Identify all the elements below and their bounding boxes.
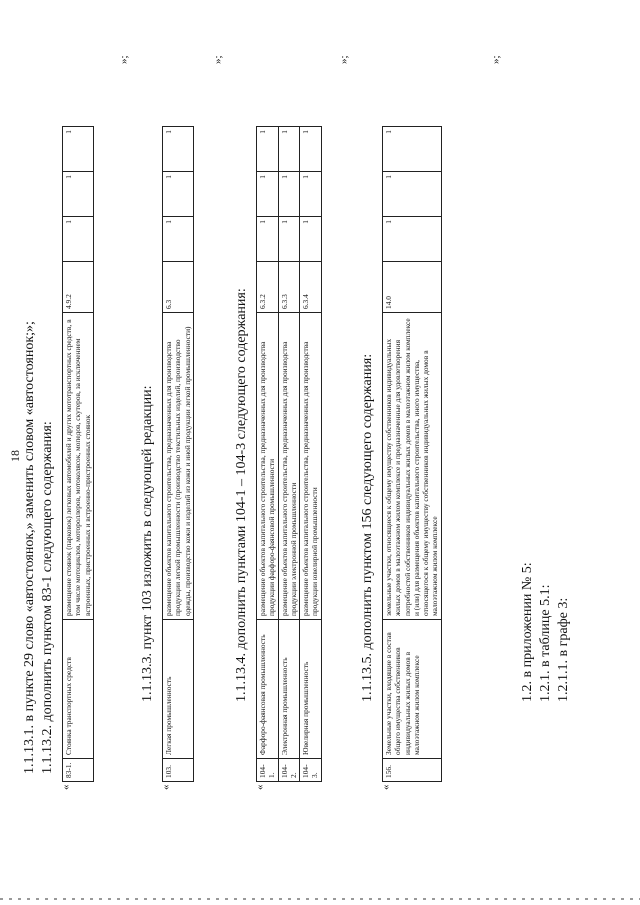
row-value-3: 1 (63, 127, 94, 172)
table-row (163, 127, 194, 782)
row-value-3: 1 (383, 127, 442, 172)
row-value-1: 1 (300, 217, 322, 262)
row-number: 83-1. (63, 759, 94, 782)
opening-quote-1: « (60, 784, 72, 790)
row-description: размещение объектов капитального строительства, предназначенных для производства продукции легкой промышленности (производство текстильных изделий, производство одежды, производство кожи и изделий из кожи и иной продукции легкой промышленности) (163, 313, 194, 620)
row-value-2: 1 (63, 172, 94, 217)
opening-quote-4: « (380, 784, 392, 790)
row-value-2: 1 (257, 172, 279, 217)
item-1-1-13-3: 1.1.13.3. пункт 103 изложить в следующей редакции: (140, 385, 155, 702)
row-name: Земельные участки, входящие в состав общего имущества собственников индивидуальных жилых домов в малоэтажном жилом комплексе (383, 620, 442, 759)
table-item-156 (382, 126, 442, 782)
row-code: 6.3 (163, 262, 194, 313)
row-value-3: 1 (163, 127, 194, 172)
item-1-1-13-4: 1.1.13.4. дополнить пунктами 104-1 – 104-3 следующего содержания: (234, 288, 249, 702)
row-number: 156. (383, 759, 442, 782)
row-value-1: 1 (163, 217, 194, 262)
row-value-2: 1 (278, 172, 300, 217)
item-1-2: 1.2. в приложении № 5: (520, 562, 535, 702)
row-name: Электронная промышленность (278, 620, 300, 759)
row-value-1: 1 (257, 217, 279, 262)
table-item-83-1 (62, 126, 94, 782)
scan-edge-marks (0, 898, 640, 900)
page-number: 18 (8, 450, 22, 462)
row-description: размещение объектов капитального строительства, предназначенных для производства продукции ювелирной промышленности (300, 313, 322, 620)
closing-quote-3: »; (338, 55, 350, 64)
row-number: 104-1. (257, 759, 279, 782)
row-number: 104-2. (278, 759, 300, 782)
table-row (257, 127, 279, 782)
row-description: размещение объектов капитального строительства, предназначенных для производства продукции электронной промышленности (278, 313, 300, 620)
row-value-3: 1 (300, 127, 322, 172)
row-name: Ювелирная промышленность (300, 620, 322, 759)
row-code: 4.9.2 (63, 262, 94, 313)
row-code: 6.3.3 (278, 262, 300, 313)
opening-quote-2: « (160, 784, 172, 790)
table-row (63, 127, 94, 782)
opening-quote-3: « (254, 784, 266, 790)
row-number: 104-3. (300, 759, 322, 782)
row-value-1: 1 (278, 217, 300, 262)
row-name: Легкая промышленность (163, 620, 194, 759)
row-value-2: 1 (163, 172, 194, 217)
row-code: 6.3.2 (257, 262, 279, 313)
table-row (278, 127, 300, 782)
row-code: 14.0 (383, 262, 442, 313)
row-number: 103. (163, 759, 194, 782)
item-1-1-13-2: 1.1.13.2. дополнить пунктом 83-1 следующего содержания: (40, 421, 55, 774)
closing-quote-4: »; (490, 55, 502, 64)
row-description: размещение стоянок (парковок) легковых автомобилей и других мототранспортных средств, в том числе мотоциклов, мотороллеров, мотоколясок, мопедов, скутеров, за исключением встроенных, пристроенных и встроенно-пристроенных стоянок (63, 313, 94, 620)
item-1-1-13-5: 1.1.13.5. дополнить пунктом 156 следующего содержания: (360, 353, 375, 702)
table-item-103 (162, 126, 194, 782)
row-name: Стоянка транспортных средств (63, 620, 94, 759)
item-1-2-1: 1.2.1. в таблице 5.1: (538, 584, 553, 702)
row-value-1: 1 (383, 217, 442, 262)
table-row (383, 127, 442, 782)
closing-quote-1: »; (118, 55, 130, 64)
item-1-1-13-1: 1.1.13.1. в пункте 29 слово «автостоянок,» заменить словом «автостоянок;»; (22, 321, 37, 774)
row-name: Фарфоро-фаянсовая промышленность (257, 620, 279, 759)
row-value-1: 1 (63, 217, 94, 262)
row-code: 6.3.4 (300, 262, 322, 313)
row-value-2: 1 (383, 172, 442, 217)
row-description: земельные участки, относящиеся к общему имуществу собственников индивидуальных жилых домов в малоэтажном жилом комплексе и предназначенные для удовлетворения потребностей собственников индивидуальных жилых домов в малоэтажном жилом комплексе и (или) для размещения объектов капитального строительства, иного имущества, относящегося к общему имуществу собственников индивидуальных жилых домов в малоэтажном жилом комплексе (383, 313, 442, 620)
row-value-3: 1 (257, 127, 279, 172)
table-row (300, 127, 322, 782)
row-value-2: 1 (300, 172, 322, 217)
item-1-2-1-1: 1.2.1.1. в графе 3: (556, 597, 571, 702)
row-description: размещение объектов капитального строительства, предназначенных для производства продукции фарфоро-фаянсовой промышленности (257, 313, 279, 620)
table-items-104-1-104-3 (256, 126, 322, 782)
closing-quote-2: »; (212, 55, 224, 64)
row-value-3: 1 (278, 127, 300, 172)
rotated-document (0, 2, 640, 902)
